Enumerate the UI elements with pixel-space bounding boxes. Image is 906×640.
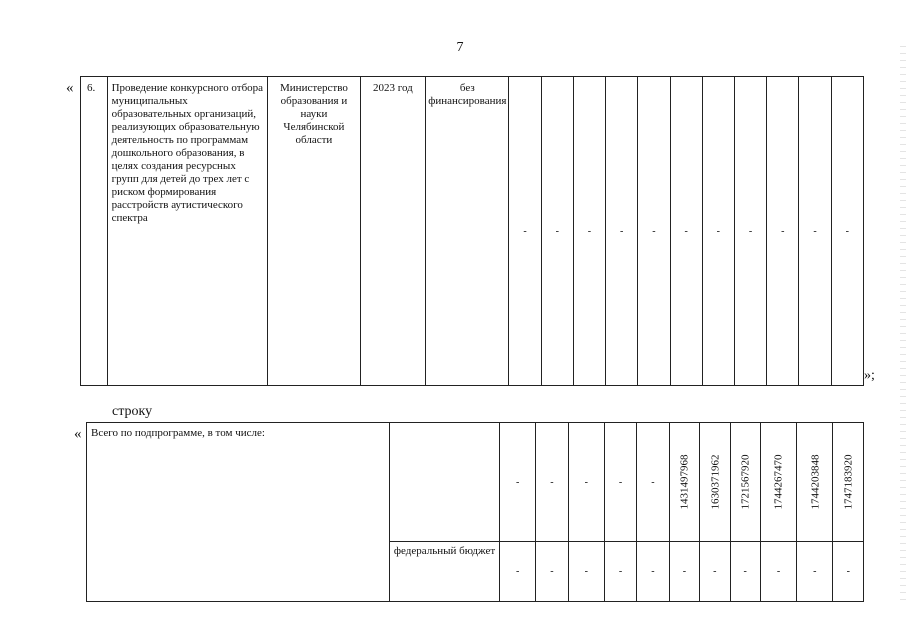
- federal-dash: -: [813, 566, 817, 577]
- federal-value-cell: [833, 542, 864, 602]
- federal-dash: -: [651, 566, 655, 577]
- value-dash: -: [781, 225, 785, 237]
- federal-value-cell: [536, 542, 568, 602]
- source-empty-cell: [390, 423, 500, 542]
- page-edge-marks: [900, 40, 906, 600]
- row-number: 6.: [87, 82, 96, 94]
- value-cell: [831, 77, 863, 386]
- executor-cell: [268, 77, 360, 386]
- total-amount-cell: [669, 423, 699, 542]
- total-amount-cell: [730, 423, 760, 542]
- value-cell: [541, 77, 573, 386]
- value-cell: [799, 77, 831, 386]
- total-dash: -: [618, 476, 623, 488]
- executor-text: Министерство образования и науки Челябинской области: [280, 82, 348, 146]
- quote-open-mark-1: «: [66, 80, 74, 96]
- total-value-cell: [637, 423, 669, 542]
- total-dash: -: [550, 476, 554, 488]
- federal-dash: -: [743, 566, 747, 577]
- value-dash: -: [716, 225, 720, 237]
- total-amount-cell: [760, 423, 796, 542]
- page-number: 7: [456, 40, 464, 55]
- value-dash: -: [684, 225, 688, 237]
- federal-dash: -: [713, 566, 717, 577]
- value-dash: -: [555, 225, 559, 237]
- value-dash: -: [652, 225, 656, 237]
- value-cell: [670, 77, 702, 386]
- value-dash: -: [523, 225, 527, 237]
- federal-value-cell: [499, 542, 535, 602]
- year-text: 2023 год: [373, 82, 413, 94]
- federal-value-cell: [568, 542, 604, 602]
- value-dash: -: [845, 225, 849, 237]
- activity-table: [80, 76, 864, 386]
- value-cell: [638, 77, 670, 386]
- federal-dash: -: [584, 566, 588, 577]
- row-number-cell: [81, 77, 108, 386]
- total-amount: 1747183920: [842, 454, 855, 510]
- description-cell: [107, 77, 268, 386]
- federal-budget-label: федеральный бюджет: [393, 545, 496, 557]
- total-amount-cell: [700, 423, 730, 542]
- total-amount: 1744203848: [809, 454, 822, 510]
- closing-quote-mark: »;: [864, 368, 875, 383]
- federal-dash: -: [776, 566, 781, 577]
- total-amount-cell: [833, 423, 864, 542]
- value-dash: -: [813, 225, 817, 237]
- total-amount-cell: [797, 423, 833, 542]
- federal-value-cell: [797, 542, 833, 602]
- federal-dash: -: [682, 566, 687, 577]
- value-cell: [606, 77, 638, 386]
- caption-stroku: строку: [112, 404, 153, 419]
- value-dash: -: [748, 225, 753, 237]
- federal-dash: -: [550, 566, 554, 577]
- total-amount: 1744267470: [772, 454, 785, 510]
- value-cell: [734, 77, 766, 386]
- total-value-cell: [568, 423, 604, 542]
- federal-budget-cell: [390, 542, 500, 602]
- federal-value-cell: [669, 542, 699, 602]
- total-dash: -: [651, 476, 655, 488]
- total-dash: -: [515, 476, 520, 488]
- value-cell: [509, 77, 541, 386]
- financing-cell: [426, 77, 509, 386]
- subprogram-total-table: [86, 422, 864, 602]
- activity-description: Проведение конкурсного отбора муниципальных образовательных организаций, реализующих образовательную деятельность по программам дошкольного образования, в целях создания ресурсных групп для детей до трех лет с риском формирования расстройств аутистического спектра: [111, 82, 264, 224]
- value-dash: -: [587, 225, 592, 237]
- federal-dash: -: [618, 566, 623, 577]
- value-dash: -: [620, 225, 624, 237]
- year-cell: [360, 77, 426, 386]
- federal-value-cell: [700, 542, 730, 602]
- federal-value-cell: [760, 542, 796, 602]
- total-value-cell: [536, 423, 568, 542]
- financing-text: без финансирования: [428, 82, 507, 107]
- federal-dash: -: [846, 566, 850, 577]
- total-amount: 1630371962: [709, 454, 722, 510]
- federal-dash: -: [515, 566, 520, 577]
- federal-value-cell: [730, 542, 760, 602]
- total-dash: -: [584, 476, 588, 488]
- total-title: Всего по подпрограмме, в том числе:: [91, 427, 265, 439]
- value-cell: [767, 77, 799, 386]
- value-cell: [702, 77, 734, 386]
- federal-value-cell: [604, 542, 636, 602]
- total-title-cell: [87, 423, 390, 602]
- total-amount: 1721567920: [739, 454, 752, 510]
- quote-open-mark-2: «: [74, 426, 82, 442]
- federal-value-cell: [637, 542, 669, 602]
- total-value-cell: [604, 423, 636, 542]
- total-value-cell: [499, 423, 535, 542]
- value-cell: [573, 77, 605, 386]
- total-amount: 1431497968: [678, 454, 691, 510]
